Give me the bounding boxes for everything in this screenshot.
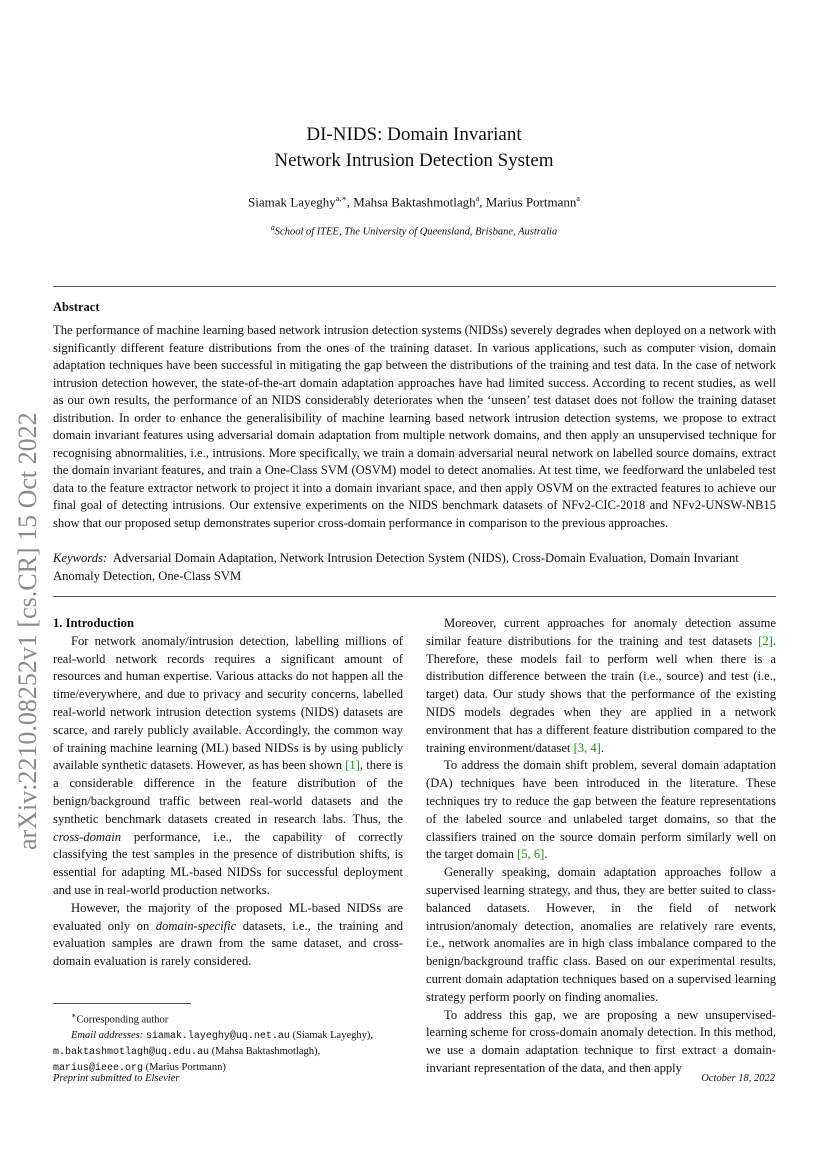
- citation-link[interactable]: [5, 6]: [517, 847, 545, 862]
- paragraph: Generally speaking, domain adaptation approaches follow a supervised learning strategy, and thus, they are better suited to class-balanced datasets. However, in the field of network intrusion/anomaly detection, anomalies are relatively rare events, i.e., network anomalies are in high class imbalance compared to the benign/background traffic class. Based on our experimental results, current domain adaptation techniques based on a supervised learning strategy perform poorly on finding anomalies.: [426, 865, 776, 1004]
- email-owner: (Marius Portmann): [145, 1061, 226, 1073]
- footnote-corresponding: Corresponding author: [76, 1014, 169, 1026]
- email-link[interactable]: marius@ieee.org: [53, 1062, 144, 1074]
- top-rule: [53, 286, 776, 287]
- paragraph: To address this gap, we are proposing a new unsupervised-learning scheme for cross-domain anomaly detection. In this method, we use a domain adaptation technique to first extract a domain-invariant representation of the data, and then apply: [426, 1007, 776, 1075]
- paragraph: [53, 633, 403, 900]
- author-superscript: a: [475, 194, 480, 203]
- emphasis-text: cross-domain: [53, 829, 122, 844]
- paragraph-text: performance, i.e., the capability of correctly classifying the test samples in the presence of distribution shifts, is essential for adapting ML-based NIDSs for successful deployment and use in real-world production networks.: [53, 829, 403, 897]
- abstract-text: The performance of machine learning based network intrusion detection systems (NIDSs) severely degrades when deployed on a network with significantly different feature distributions from the ones of the training dataset. In various applications, such as computer vision, domain adaptation techniques have been successful in mitigating the gap between the distributions of the training and test data. In the case of network intrusion detection however, the state-of-the-art domain adaptation approaches have had limited success. According to recent studies, as well as our own results, the performance of an NIDS considerably deteriorates when the ‘unseen’ test dataset does not follow the training dataset distribution. In order to enhance the generalisibility of machine learning based network intrusion detection systems, we propose to extract domain invariant features using adversarial domain adaptation from multiple network domains, and then apply an unsupervised technique for recognising abnormalities, i.e., intrusions. More specifically, we train a domain adversarial neural network on labelled source domains, extract the domain invariant features, and train a One-Class SVM (OSVM) model to detect anomalies. At test time, we feedforward the unlabeled test data to the feature extractor network to project it into a domain invariant space, and then apply OSVM on the extracted features to achieve our final goal of detecting intrusions. Our extensive experiments on the NIDS benchmark datasets of NFv2-CIC-2018 and NFv2-UNSW-NB15 show that our proposed setup demonstrates superior cross-domain performance in comparison to the previous approaches.: [53, 323, 776, 530]
- citation-link[interactable]: [3, 4]: [573, 740, 601, 755]
- keywords-text: Adversarial Domain Adaptation, Network Intrusion Detection System (NIDS), Cross-Domain Evaluation, Domain Invariant Anomaly Detection, One-Class SVM: [53, 551, 739, 583]
- title-line-1: DI-NIDS: Domain Invariant: [306, 124, 522, 145]
- abstract-heading: Abstract: [53, 300, 100, 314]
- footer-date: October 18, 2022: [701, 1073, 775, 1084]
- paragraph-text: To address the domain shift problem, several domain adaptation (DA) techniques have been introduced in the literature. These techniques try to reduce the gap between the feature representations of the labeled source and unlabeled target domains, so that the classifiers trained on the source domain perform similarly well on the target domain: [426, 758, 776, 862]
- keywords-rule: [53, 596, 776, 597]
- title-line-2: Network Intrusion Detection System: [274, 150, 554, 171]
- paper-title: [0, 122, 828, 174]
- left-column: [53, 615, 403, 971]
- citation-link[interactable]: [2]: [758, 633, 773, 648]
- email-owner: (Mahsa Baktashmotlagh),: [211, 1045, 321, 1057]
- author-name: Siamak Layeghy: [248, 194, 336, 210]
- keywords-label: Keywords:: [53, 551, 108, 565]
- paragraph-text: .: [600, 740, 605, 755]
- author-name: Mahsa Baktashmotlagh: [353, 194, 476, 210]
- affiliation: [0, 223, 828, 238]
- paragraph-text: datasets, i.e., the training and evaluation samples are drawn from the same dataset, and cross-domain evaluation is rarely considered.: [53, 918, 404, 969]
- paragraph-text: , there is a considerable difference in the feature distribution of the benign/background traffic between real-world datasets and the synthetic benchmark datasets created in research labs. Thus, the: [53, 758, 404, 826]
- footnote-mark: ∗: [71, 1011, 77, 1020]
- author-name: Marius Portmann: [485, 194, 577, 210]
- right-column: [426, 615, 776, 1078]
- author-superscript: a: [576, 194, 580, 203]
- footnote-rule: [53, 1003, 191, 1004]
- email-link[interactable]: m.baktashmotlagh@uq.edu.au: [53, 1046, 210, 1058]
- footer-preprint: Preprint submitted to Elsevier: [53, 1073, 180, 1084]
- paragraph: [426, 757, 776, 864]
- arxiv-watermark: arXiv:2210.08252v1 [cs.CR] 15 Oct 2022: [13, 412, 42, 850]
- paragraph-text: However, the majority of the proposed ML-based NIDSs are evaluated only on: [53, 900, 403, 933]
- keywords: [53, 550, 776, 585]
- email-link[interactable]: siamak.layeghy@uq.net.au: [145, 1030, 290, 1042]
- email-owner: (Siamak Layeghy),: [292, 1029, 373, 1041]
- author-list: Siamak Layeghy$^{a,∗}$, Mahsa Baktashmotlagh$^a$, Marius Portmann$^a$: [248, 194, 580, 210]
- paragraph: [426, 615, 776, 757]
- affiliation-superscript: a: [270, 223, 275, 232]
- paragraph-text: . Therefore, these models fail to perform well when there is a distribution difference between the train (i.e., source) and test (i.e., target) data. Our study shows that the performance of the existing NIDS models degrades when they are applied in a network environment that has a different feature distribution compared to the training environment/dataset: [426, 633, 776, 755]
- paragraph-text: Moreover, current approaches for anomaly detection assume similar feature distributions for the training and test datasets: [426, 616, 776, 648]
- emphasis-text: domain-specific: [155, 918, 237, 933]
- paragraph-text: For network anomaly/intrusion detection, labelling millions of real-world network records requires a significant amount of resources and human expertise. Various attacks do not happen all the time/everywhere, and due to privacy and security concerns, labelled real-world network intrusion detection systems (NIDS) datasets are scarce, and rarely publicly available. Accordingly, the common way of training machine learning (ML) based NIDSs is by using publicly available synthetic datasets. However, as has been shown: [53, 633, 403, 773]
- paragraph-text: .: [544, 847, 548, 862]
- section-heading: 1. Introduction: [53, 616, 134, 630]
- email-label: Email addresses:: [71, 1029, 144, 1041]
- author-superscript: a,∗: [335, 194, 347, 203]
- paragraph: [53, 900, 403, 971]
- affiliation-text: School of ITEE, The University of Queensland, Brisbane, Australia: [274, 226, 558, 238]
- citation-link[interactable]: [1]: [345, 758, 360, 773]
- footnote: [53, 1008, 403, 1076]
